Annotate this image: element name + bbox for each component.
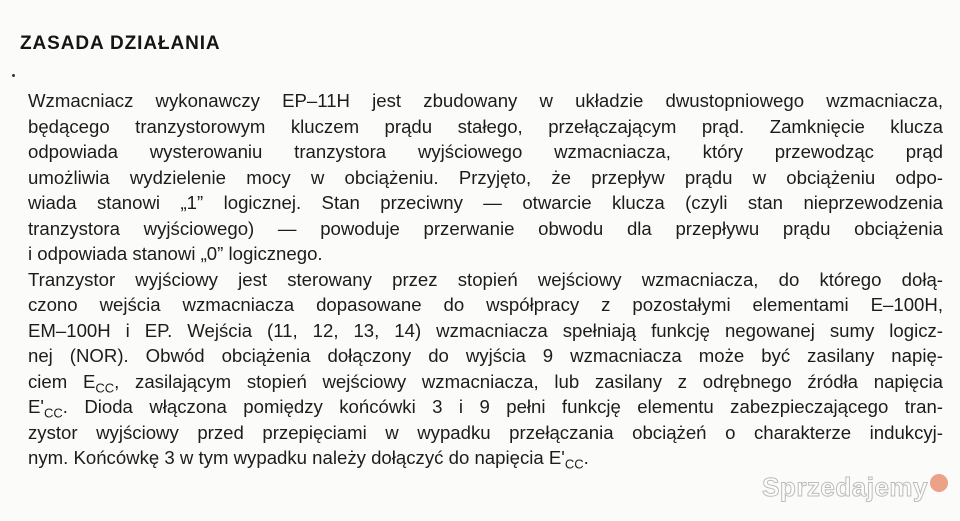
text-line: umożliwia wydzielenie mocy w obciążeniu. Przyjęto, że przepływ prądu w obciążeniu odpo- (28, 166, 943, 188)
watermark-badge-icon (930, 474, 948, 492)
scan-speck (12, 74, 15, 77)
text-line: $E'_{CC}$. Dioda włączona pomiędzy końcówki 3 i 9 pełni funkcję elementu zabezpieczającego tran- (28, 396, 943, 421)
text-line: tranzystora wyjściowego) — powoduje przerwanie obwodu dla przepływu prądu obciążenia (28, 217, 943, 239)
text-line: zystor wyjściowy przed przepięciami w wypadku przełączania obciążeń o charakterze indukcyj- (28, 421, 943, 443)
watermark-text: Sprzedajemy (762, 472, 928, 502)
text-line: czono wejścia wzmacniacza dopasowane do współpracy z pozostałymi elementami E–100H, (28, 294, 943, 315)
body-text (28, 88, 943, 471)
text-line: wiada stanowi „1” logicznej. Stan przeciwny — otwarcie klucza (czyli stan nieprzewodzenia (28, 192, 943, 213)
text-line: Wzmacniacz wykonawczy EP–11H jest zbudowany w układzie dwustopniowego wzmacniacza, (28, 90, 943, 111)
text-line: EM–100H i EP. Wejścia (11, 12, 13, 14) wzmacniacza spełniają funkcję negowanej sumy logicz- (28, 319, 943, 341)
text-line: i odpowiada stanowi „0” logicznego. (28, 243, 323, 264)
text-line: Tranzystor wyjściowy jest sterowany przez stopień wejściowy wzmacniacza, do którego dołą- (28, 268, 943, 290)
watermark (762, 472, 948, 503)
text-line: nym. Końcówkę 3 w tym wypadku należy dołączyć do napięcia $E'_{CC}$. (28, 447, 589, 472)
text-line: nej (NOR). Obwód obciążenia dołączony do wyjścia 9 wzmacniacza może być zasilany napię- (28, 345, 943, 366)
section-heading: ZASADA DZIAŁANIA (20, 33, 221, 54)
text-line: ciem $E_{CC}$, zasilającym stopień wejściowy wzmacniacza, lub zasilany z odrębnego źródła napięcia (28, 370, 943, 396)
text-line: odpowiada wysterowaniu tranzystora wyjściowego wzmacniacza, który przewodząc prąd (28, 141, 943, 162)
text-line: będącego tranzystorowym kluczem prądu stałego, przełączającym prąd. Zamknięcie klucza (28, 115, 943, 137)
